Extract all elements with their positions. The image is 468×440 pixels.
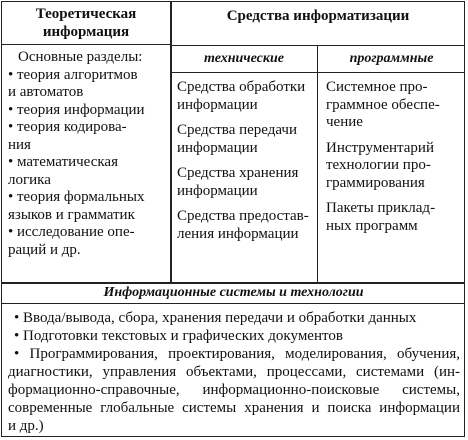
theory-line: • теория формальных bbox=[8, 189, 145, 205]
divider-systems-header bbox=[2, 303, 465, 304]
software-item: технологии про- bbox=[326, 157, 431, 173]
systems-list bbox=[8, 309, 460, 435]
software-items bbox=[326, 79, 462, 235]
divider-theory-header bbox=[2, 44, 170, 45]
technical-items bbox=[177, 79, 315, 243]
divider-means-header bbox=[171, 45, 465, 46]
theory-line: • теория кодирова- bbox=[8, 119, 127, 135]
theory-line: • математическая bbox=[8, 154, 118, 170]
theory-line: ния bbox=[8, 136, 31, 153]
technical-item: ления информации bbox=[177, 225, 299, 242]
theory-line: языков и грамматик bbox=[8, 206, 135, 223]
software-item: чение bbox=[326, 114, 363, 130]
vertical-divider-means bbox=[317, 45, 318, 282]
software-item: Системное про- bbox=[326, 79, 428, 95]
theory-header-line: Теоретическая bbox=[35, 6, 137, 22]
technical-item: Средства хранения bbox=[177, 165, 299, 181]
systems-line: современные глобальные системы хранения и поиска информации bbox=[8, 400, 460, 416]
theory-line: Основные разделы: bbox=[18, 49, 143, 65]
technical-item: Средства передачи bbox=[177, 122, 298, 138]
technical-item: Средства обработки bbox=[177, 79, 306, 95]
systems-header: Информационные системы и технологии bbox=[103, 285, 364, 300]
systems-line: и др.) bbox=[8, 418, 44, 434]
theory-header bbox=[2, 5, 170, 41]
systems-line: • Ввода/вывода, сбора, хранения передачи и обработки данных bbox=[14, 310, 417, 326]
systems-line: диагностики, управления объектами, процессами, системами (ин- bbox=[8, 364, 460, 380]
theory-line: и автоматов bbox=[8, 84, 84, 100]
theory-line: • теория информации bbox=[8, 101, 145, 118]
software-item: граммное обеспе- bbox=[326, 96, 440, 113]
theory-line: • теория алгоритмов bbox=[8, 66, 138, 83]
divider-means-subheader bbox=[171, 72, 465, 73]
means-header: Средства информатизации bbox=[226, 8, 410, 24]
technical-item: информации bbox=[177, 139, 258, 156]
software-item: Пакеты приклад- bbox=[326, 200, 436, 216]
theory-line: логика bbox=[8, 171, 51, 188]
software-item: ных программ bbox=[326, 217, 418, 234]
theory-header-line: информация bbox=[42, 24, 130, 40]
technical-subheader: технические bbox=[204, 51, 284, 66]
technical-item: информации bbox=[177, 96, 258, 113]
theory-line: раций и др. bbox=[8, 241, 81, 258]
technical-item: информации bbox=[177, 182, 258, 199]
vertical-divider-main bbox=[170, 2, 172, 282]
software-item: граммирования bbox=[326, 174, 425, 191]
theory-line: • исследование опе- bbox=[8, 224, 135, 240]
systems-line: формационно-справочные, информационно-поисковые системы, bbox=[8, 382, 460, 398]
software-subheader: программные bbox=[349, 51, 434, 66]
theory-sections bbox=[8, 49, 166, 259]
software-item: Инструментарий bbox=[326, 139, 434, 156]
systems-line: • Программирования, проектирования, моделирования, обучения, bbox=[14, 346, 460, 362]
systems-line: • Подготовки текстовых и графических документов bbox=[14, 328, 343, 344]
technical-item: Средства предостав- bbox=[177, 208, 309, 224]
